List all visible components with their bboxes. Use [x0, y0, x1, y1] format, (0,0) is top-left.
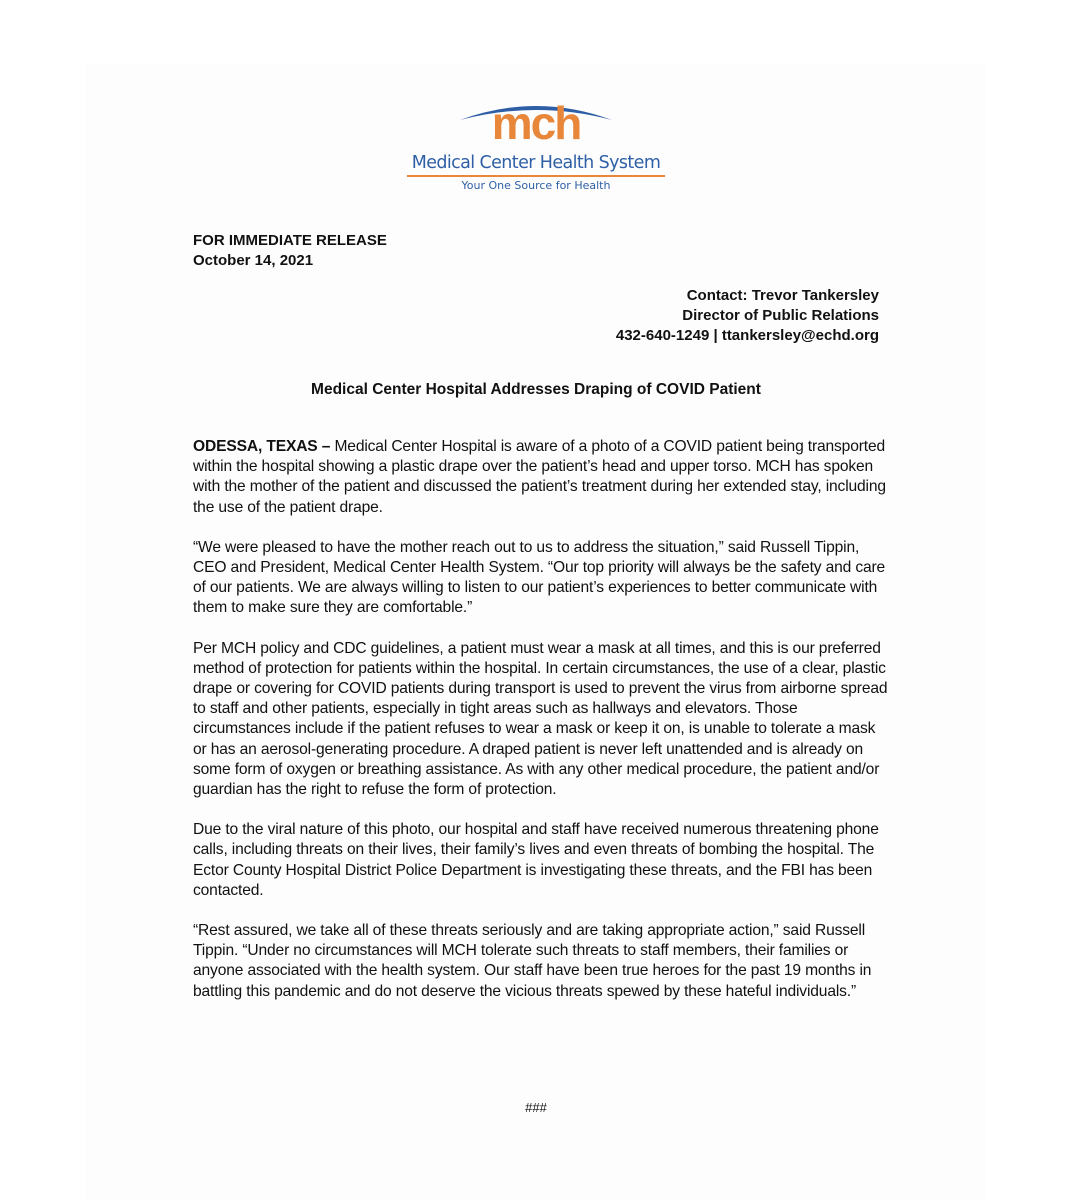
mch-logo [405, 98, 667, 198]
contact-phone-email: 432-640-1249 | ttankersley@echd.org [615, 327, 879, 344]
logo-tagline: Your One Source for Health [461, 179, 611, 192]
contact-name: Contact: Trevor Tankersley [686, 287, 879, 304]
logo-underline [407, 175, 665, 177]
contact-block [616, 286, 879, 346]
body-paragraph: “We were pleased to have the mother reach out to us to address the situation,” said Russell Tippin, CEO and President, Medical Center Health System. “Our top priority will always be the safety and care of our patients. We are always willing to listen to our patient’s experiences to better communicate with them to make sure they are comfortable.” [193, 538, 886, 617]
release-block [193, 231, 387, 271]
dateline: ODESSA, TEXAS – [193, 438, 331, 455]
logo-mark: mch [491, 97, 581, 149]
paragraph-text: Medical Center Hospital is aware of a photo of a COVID patient being transported within the hospital showing a plastic drape over the patient’s head and upper torso. MCH has spoken with the mother of the patient and discussed the patient’s treatment during her extended stay, including the use of the patient drape. [193, 438, 886, 516]
body-paragraph: Due to the viral nature of this photo, our hospital and staff have received numerous threatening phone calls, including threats on their lives, their family’s lives and even threats of bombing the hospital. The Ector County Hospital District Police Department is investigating these threats, and the FBI has been contacted. [193, 821, 879, 899]
body-paragraph: Per MCH policy and CDC guidelines, a patient must wear a mask at all times, and this is our preferred method of protection for patients within the hospital. In certain circumstances, the use of a clear, plastic drape or covering for COVID patients during transport is used to prevent the virus from airborne spread to staff and other patients, especially in tight areas such as hallways and elevators. Those circumstances include if the patient refuses to wear a mask or keep it on, is unable to tolerate a mask or has an aerosol-generating procedure. A draped patient is never left unattended and is already on some form of oxygen or breathing assistance. As with any other medical procedure, the patient and/or guardian has the right to refuse the form of protection. [193, 639, 888, 799]
logo-organization-name: Medical Center Health System [411, 153, 661, 173]
release-label: FOR IMMEDIATE RELEASE [193, 232, 387, 249]
body-paragraph: “Rest assured, we take all of these threats seriously and are taking appropriate action,” said Russell Tippin. “Under no circumstances will MCH tolerate such threats to staff members, their families or anyone associated with the health system. Our staff have been true heroes for the past 19 months in battling this pandemic and do not deserve the vicious threats spewed by these hateful individuals.” [193, 922, 872, 1000]
body-paragraph [193, 437, 893, 518]
release-date: October 14, 2021 [193, 252, 314, 269]
end-of-release-mark: ### [525, 1100, 547, 1115]
press-release-body [193, 437, 893, 1022]
press-release-headline: Medical Center Hospital Addresses Draping of COVID Patient [311, 381, 761, 398]
contact-title: Director of Public Relations [682, 307, 879, 324]
